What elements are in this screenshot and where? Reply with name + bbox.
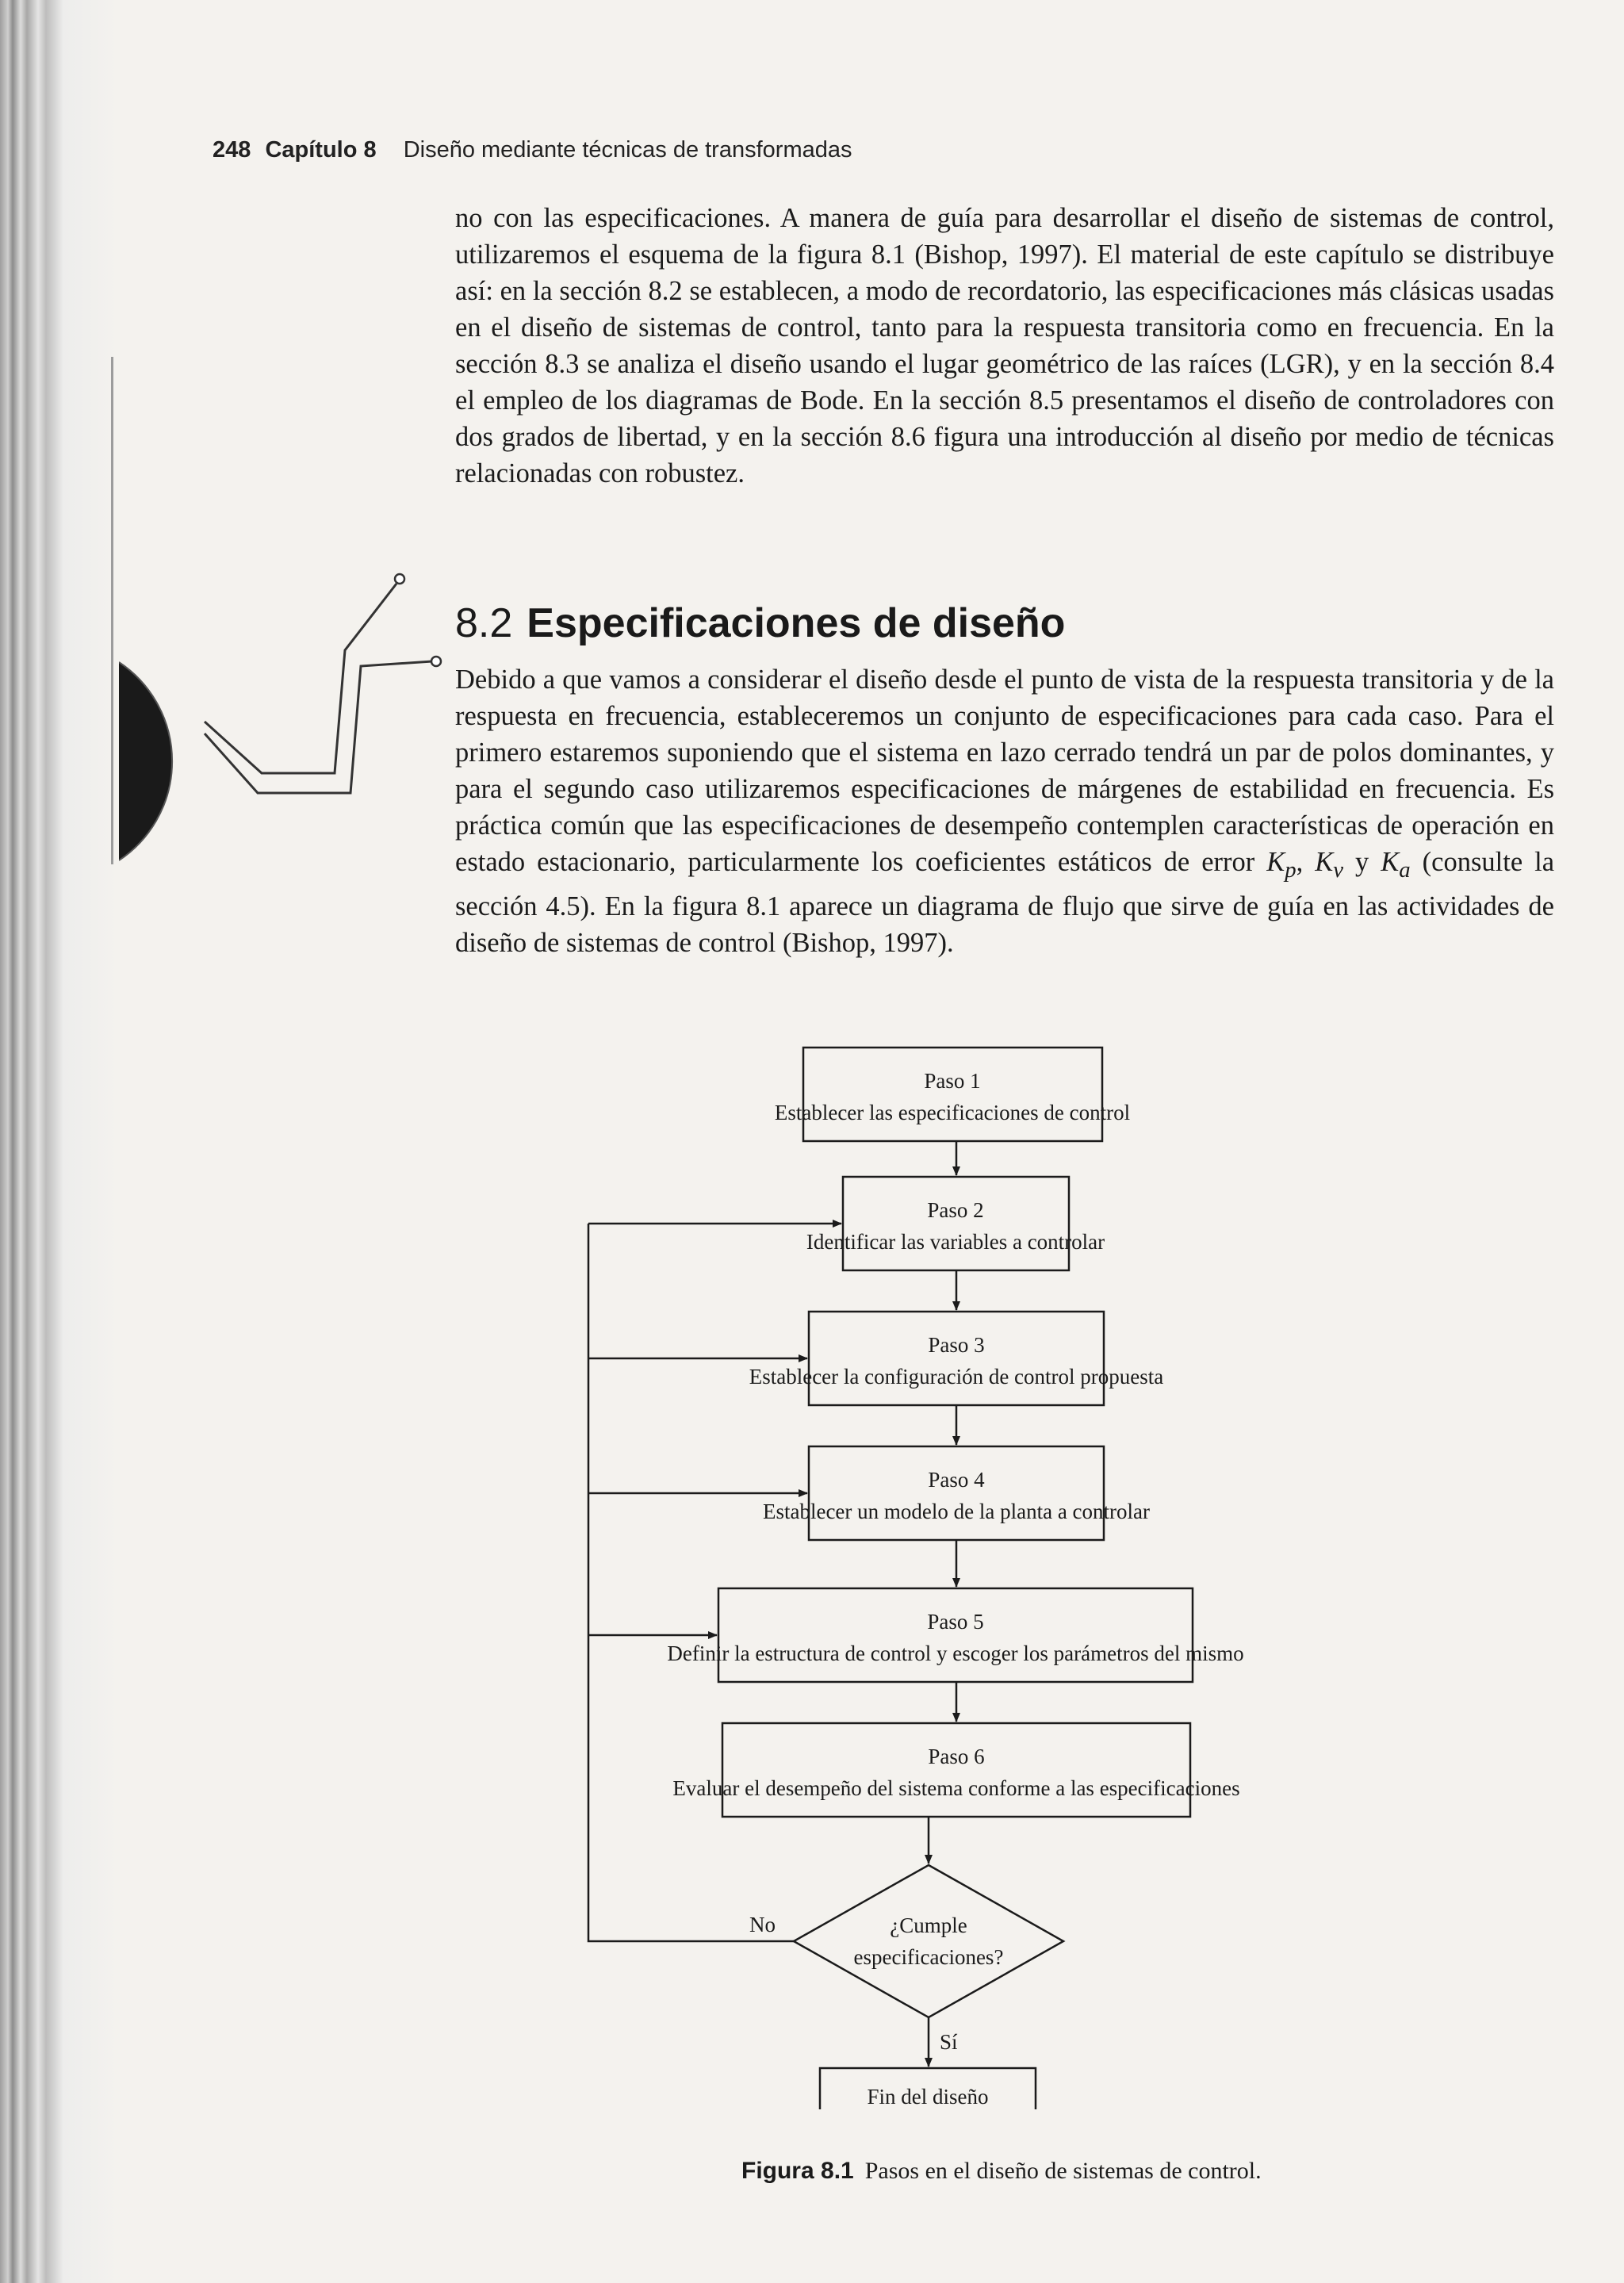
kv-subscript: v <box>1333 856 1344 883</box>
kv-symbol: K <box>1315 847 1334 877</box>
yes-label: Sí <box>940 2030 958 2054</box>
step-6-text: Evaluar el desempeño del sistema conforme a las especificaciones <box>672 1776 1240 1800</box>
step-5-text: Definir la estructura de control y escoger los parámetros del mismo <box>667 1641 1244 1665</box>
step-3-title: Paso 3 <box>928 1333 985 1357</box>
step-5-box <box>718 1588 1193 1682</box>
section-paragraph <box>455 661 1554 961</box>
section-title: Especificaciones de diseño <box>527 600 1066 646</box>
section-heading <box>455 599 1065 647</box>
step-1-box <box>803 1048 1102 1141</box>
figure-caption <box>741 2158 1262 2185</box>
decision-line-2: especificaciones? <box>853 1945 1004 1969</box>
kp-symbol: K <box>1266 847 1285 877</box>
kp-subscript: p <box>1285 856 1297 883</box>
separator-2: y <box>1343 847 1381 877</box>
end-box-label: Fin del diseño <box>867 2085 989 2109</box>
running-header <box>213 137 852 163</box>
step-1-title: Paso 1 <box>924 1069 981 1093</box>
feedback-loop-line <box>588 1224 794 1941</box>
section-number: 8.2 <box>455 600 513 646</box>
caption-text: Pasos en el diseño de sistemas de control. <box>864 2158 1262 2184</box>
flowchart-figure <box>555 1031 1348 2109</box>
step-6-box <box>722 1723 1190 1817</box>
step-4-text: Establecer un modelo de la planta a controlar <box>762 1500 1151 1523</box>
step-3-box <box>809 1312 1104 1405</box>
section-decoration-icon <box>119 555 460 872</box>
step-2-text: Identificar las variables a controlar <box>806 1230 1105 1254</box>
book-binding-shadow <box>0 0 119 2283</box>
chapter-label: Capítulo 8 <box>265 137 377 163</box>
no-label: No <box>749 1913 776 1936</box>
binding-edge-line <box>111 357 113 864</box>
step-2-title: Paso 2 <box>927 1198 984 1222</box>
caption-label: Figura 8.1 <box>741 2158 854 2184</box>
step-1-text: Establecer las especificaciones de control <box>774 1101 1131 1124</box>
intro-paragraph: no con las especificaciones. A manera de guía para desarrollar el diseño de sistemas de control, utilizaremos el esquema de la figura 8.1 (Bishop, 1997). El material de este capítulo se distribuye así: en la sección 8.2 se establecen, a modo de recordatorio, las especificaciones más clásicas usadas en el diseño de sistemas de control, tanto para la respuesta transitoria como en frecuencia. En la sección 8.3 se analiza el diseño usando el lugar geométrico de las raíces (LGR), y en la sección 8.4 el empleo de los diagramas de Bode. En la sección 8.5 presentamos el diseño de controladores con dos grados de libertad, y en la sección 8.6 figura una introducción al diseño por medio de técnicas relacionadas con robustez. <box>455 203 1554 488</box>
paragraph-text-part-1: Debido a que vamos a considerar el diseño desde el punto de vista de la respuesta transitoria y de la respuesta en frecuencia, estableceremos un conjunto de especificaciones para cada caso. Para el primero estaremos suponiendo que el sistema en lazo cerrado tendrá un par de polos dominantes, y para el segundo caso utilizaremos especificaciones de márgenes de estabilidad en frecuencia. Es práctica común que las especificaciones de desempeño contemplen características de operación en estado estacionario, particularmente los coeficientes estáticos de error <box>455 665 1554 877</box>
step-5-title: Paso 5 <box>927 1610 984 1634</box>
chapter-title: Diseño mediante técnicas de transformadas <box>403 137 852 163</box>
paragraph-text-part-2: (consulte la sección 4.5). En la figura 8.1 aparece un diagrama de flujo que sirve de guía en las actividades de diseño de sistemas de control (Bishop, 1997). <box>455 847 1555 958</box>
ka-symbol: K <box>1381 847 1400 877</box>
step-4-box <box>809 1446 1104 1540</box>
page-number: 248 <box>213 137 251 163</box>
step-4-title: Paso 4 <box>928 1468 985 1492</box>
separator-1: , <box>1296 847 1316 877</box>
ka-subscript: a <box>1399 856 1411 883</box>
step-3-text: Establecer la configuración de control propuesta <box>749 1365 1164 1389</box>
decision-diamond <box>794 1865 1063 2017</box>
decision-line-1: ¿Cumple <box>890 1913 967 1937</box>
step-6-title: Paso 6 <box>928 1745 985 1768</box>
step-2-box <box>843 1177 1069 1270</box>
